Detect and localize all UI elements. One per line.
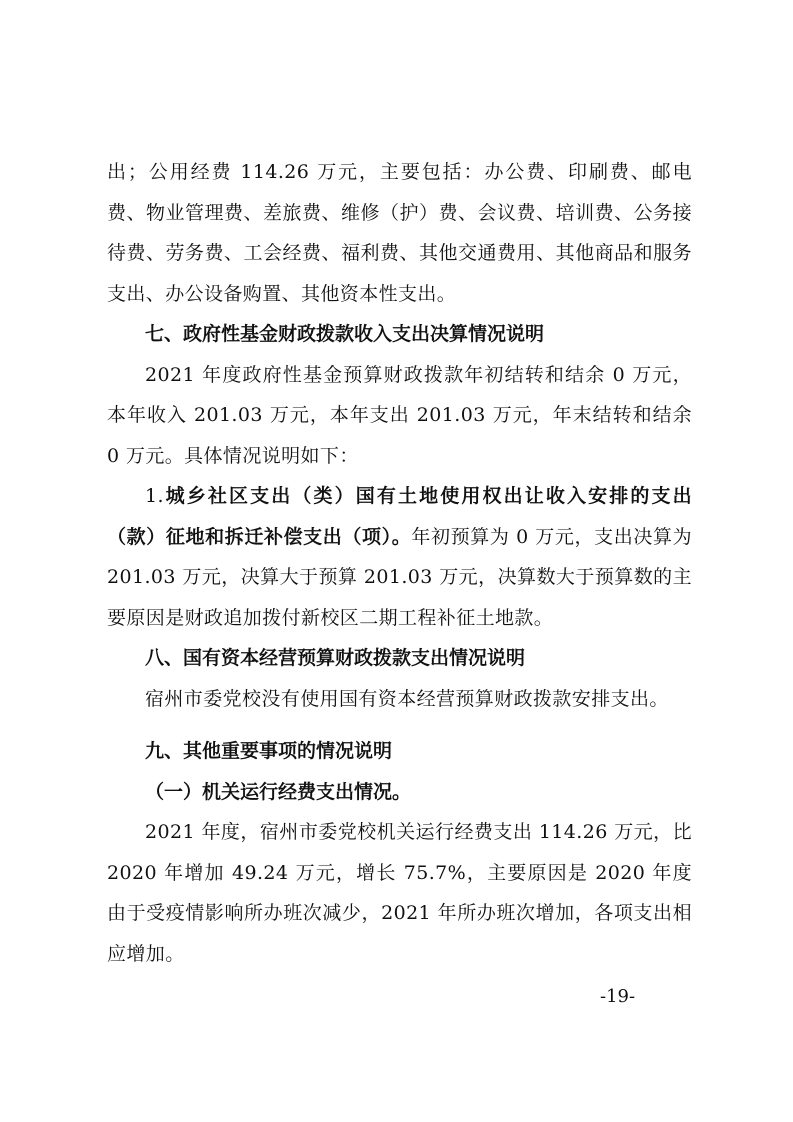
item-number: 1.: [145, 485, 164, 507]
item-title: 城乡社区支出（类）国有土地使用权出让收入安排的支出（款）征地和拆迁补偿支出（项）。: [107, 485, 692, 548]
paragraph-urban-rural-expense: [107, 476, 692, 638]
document-body: [107, 152, 692, 974]
item-detail: 年初预算为 0 万元，支出决算为 201.03 万元，决算大于预算 201.03 万元，决算数大于预算数的主要原因是财政追加拨付新校区二期工程补征土地款。: [107, 525, 692, 629]
section-heading-8: 八、国有资本经营预算财政拨款支出情况说明: [145, 647, 526, 669]
paragraph-operating-expenses: 2021 年度，宿州市委党校机关运行经费支出 114.26 万元，比 2020 年增加 49.24 万元，增长 75.7%，主要原因是 2020 年度由于受疫情影响所办班次减少，2021 年所办班次增加，各项支出相应增加。: [107, 821, 692, 965]
page-number: -19-: [600, 986, 636, 1007]
subsection-heading-9-1: （一）机关运行经费支出情况。: [145, 780, 412, 803]
paragraph-government-fund: 2021 年度政府性基金预算财政拨款年初结转和结余 0 万元，本年收入 201.03 万元，本年支出 201.03 万元，年末结转和结余 0 万元。具体情况说明如下：: [107, 363, 692, 467]
section-heading-9: 九、其他重要事项的情况说明: [145, 740, 393, 762]
section-heading-7: 七、政府性基金财政拨款收入支出决算情况说明: [145, 323, 545, 345]
paragraph-state-capital: 宿州市委党校没有使用国有资本经营预算财政拨款安排支出。: [145, 687, 669, 710]
spacer: [107, 719, 692, 731]
paragraph-public-expenses: 出；公用经费 114.26 万元，主要包括：办公费、印刷费、邮电费、物业管理费、差旅费、维修（护）费、会议费、培训费、公务接待费、劳务费、工会经费、福利费、其他交通费用、其他商品和服务支出、办公设备购置、其他资本性支出。: [107, 161, 692, 305]
